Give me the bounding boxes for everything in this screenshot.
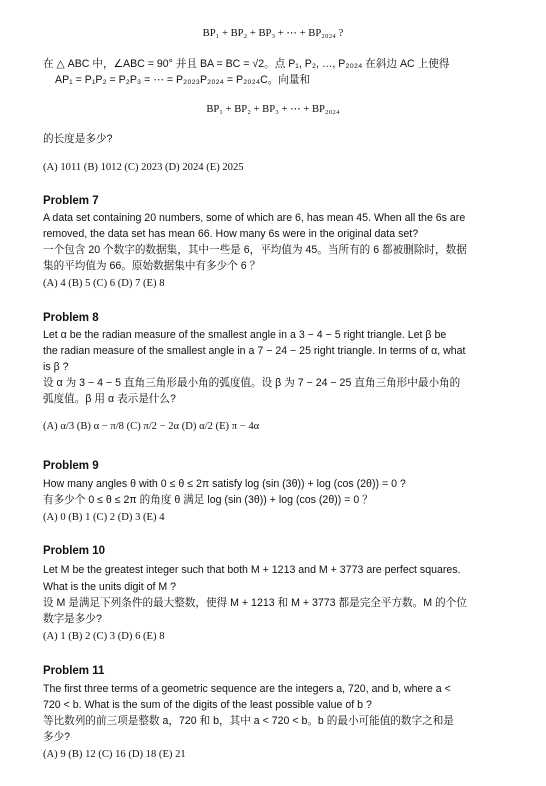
p8-english-line-2: the radian measure of the smallest angle in a 7 − 24 − 25 right triangle. In terms of α, what (43, 345, 466, 357)
p8-english-line-1: Let α be the radian measure of the smallest angle in a 3 − 4 − 5 right triangle. Let β be (43, 329, 447, 341)
p10-chinese-line-1: 设 M 是满足下列条件的最大整数，使得 M + 1213 和 M + 3773 都是完全平方数。M 的个位 (43, 597, 467, 609)
p10-english-line-1: Let M be the greatest integer such that both M + 1213 and M + 3773 are perfect squares. (43, 564, 461, 576)
p8-english-line-3: is β ? (43, 361, 69, 373)
p7-english-line-2: removed, the data set has mean 66. How many 6s were in the original data set? (43, 228, 419, 240)
vector-sum-top: BP₁ + BP₂ + BP₃ + ⋯ + BP₂₀₂₄ ? (202, 28, 344, 39)
p6-answer-choices: (A) 1011 (B) 1012 (C) 2023 (D) 2024 (E) 2025 (43, 162, 244, 173)
p10-english-line-2: What is the units digit of M ? (43, 581, 177, 593)
p11-english-line-1: The first three terms of a geometric sequence are the integers a, 720, and b, where a < (43, 683, 451, 695)
p11-answer-choices: (A) 9 (B) 12 (C) 16 (D) 18 (E) 21 (43, 749, 186, 760)
p11-chinese-line-1: 等比数列的前三项是整数 a，720 和 b，其中 a < 720 < b。b 的最小可能值的数字之和是 (43, 715, 454, 727)
p7-chinese-line-2: 集的平均值为 66。原始数据集中有多少个 6 ？ (43, 260, 261, 272)
p9-answer-choices: (A) 0 (B) 1 (C) 2 (D) 3 (E) 4 (43, 512, 165, 523)
p7-chinese-line-1: 一个包含 20 个数字的数据集，其中一些是 6，平均值为 45。当所有的 6 都被删除时，数据 (43, 244, 467, 256)
problem-7-title: Problem 7 (43, 195, 99, 207)
problem-10-title: Problem 10 (43, 545, 105, 557)
p6-chinese-line-2: AP₁ = P₁P₂ = P₂P₃ = ⋯ = P₂₀₂₃P₂₀₂₄ = P₂₀₂₄C。向量和 (55, 74, 311, 86)
problem-11-title: Problem 11 (43, 665, 105, 677)
problem-9-title: Problem 9 (43, 460, 99, 472)
p8-answer-choices: (A) α/3 (B) α − π/8 (C) π/2 − 2α (D) α/2 (E) π − 4α (43, 421, 260, 432)
p10-chinese-line-2: 数字是多少? (43, 613, 102, 625)
vector-sum-p6: BP₁ + BP₂ + BP₃ + ⋯ + BP₂₀₂₄ (206, 104, 340, 115)
p9-chinese-line-1: 有多少个 0 ≤ θ ≤ 2π 的角度 θ 满足 log (sin (3θ)) + log (cos (2θ)) = 0 ？ (43, 494, 373, 506)
p7-answer-choices: (A) 4 (B) 5 (C) 6 (D) 7 (E) 8 (43, 278, 165, 289)
p7-english-line-1: A data set containing 20 numbers, some of which are 6, has mean 45. When all the 6s are (43, 212, 466, 224)
p10-answer-choices: (A) 1 (B) 2 (C) 3 (D) 6 (E) 8 (43, 631, 165, 642)
p9-english-line-1: How many angles θ with 0 ≤ θ ≤ 2π satisfy log (sin (3θ)) + log (cos (2θ)) = 0 ? (43, 478, 406, 490)
p6-chinese-line-1: 在 △ ABC 中，∠ABC = 90° 并且 BA = BC = √2。点 P₁, P₂, …, P₂₀₂₄ 在斜边 AC 上使得 (43, 58, 450, 70)
problem-8-title: Problem 8 (43, 312, 99, 324)
p11-chinese-line-2: 多少? (43, 731, 71, 743)
p8-chinese-line-1: 设 α 为 3 − 4 − 5 直角三角形最小角的弧度值。设 β 为 7 − 24 − 25 直角三角形中最小角的 (43, 377, 461, 389)
p8-chinese-line-2: 弧度值。β 用 α 表示是什么? (43, 393, 176, 405)
p11-english-line-2: 720 < b. What is the sum of the digits of the least possible value of b ? (43, 699, 372, 711)
p6-chinese-line-3: 的长度是多少? (43, 133, 113, 145)
